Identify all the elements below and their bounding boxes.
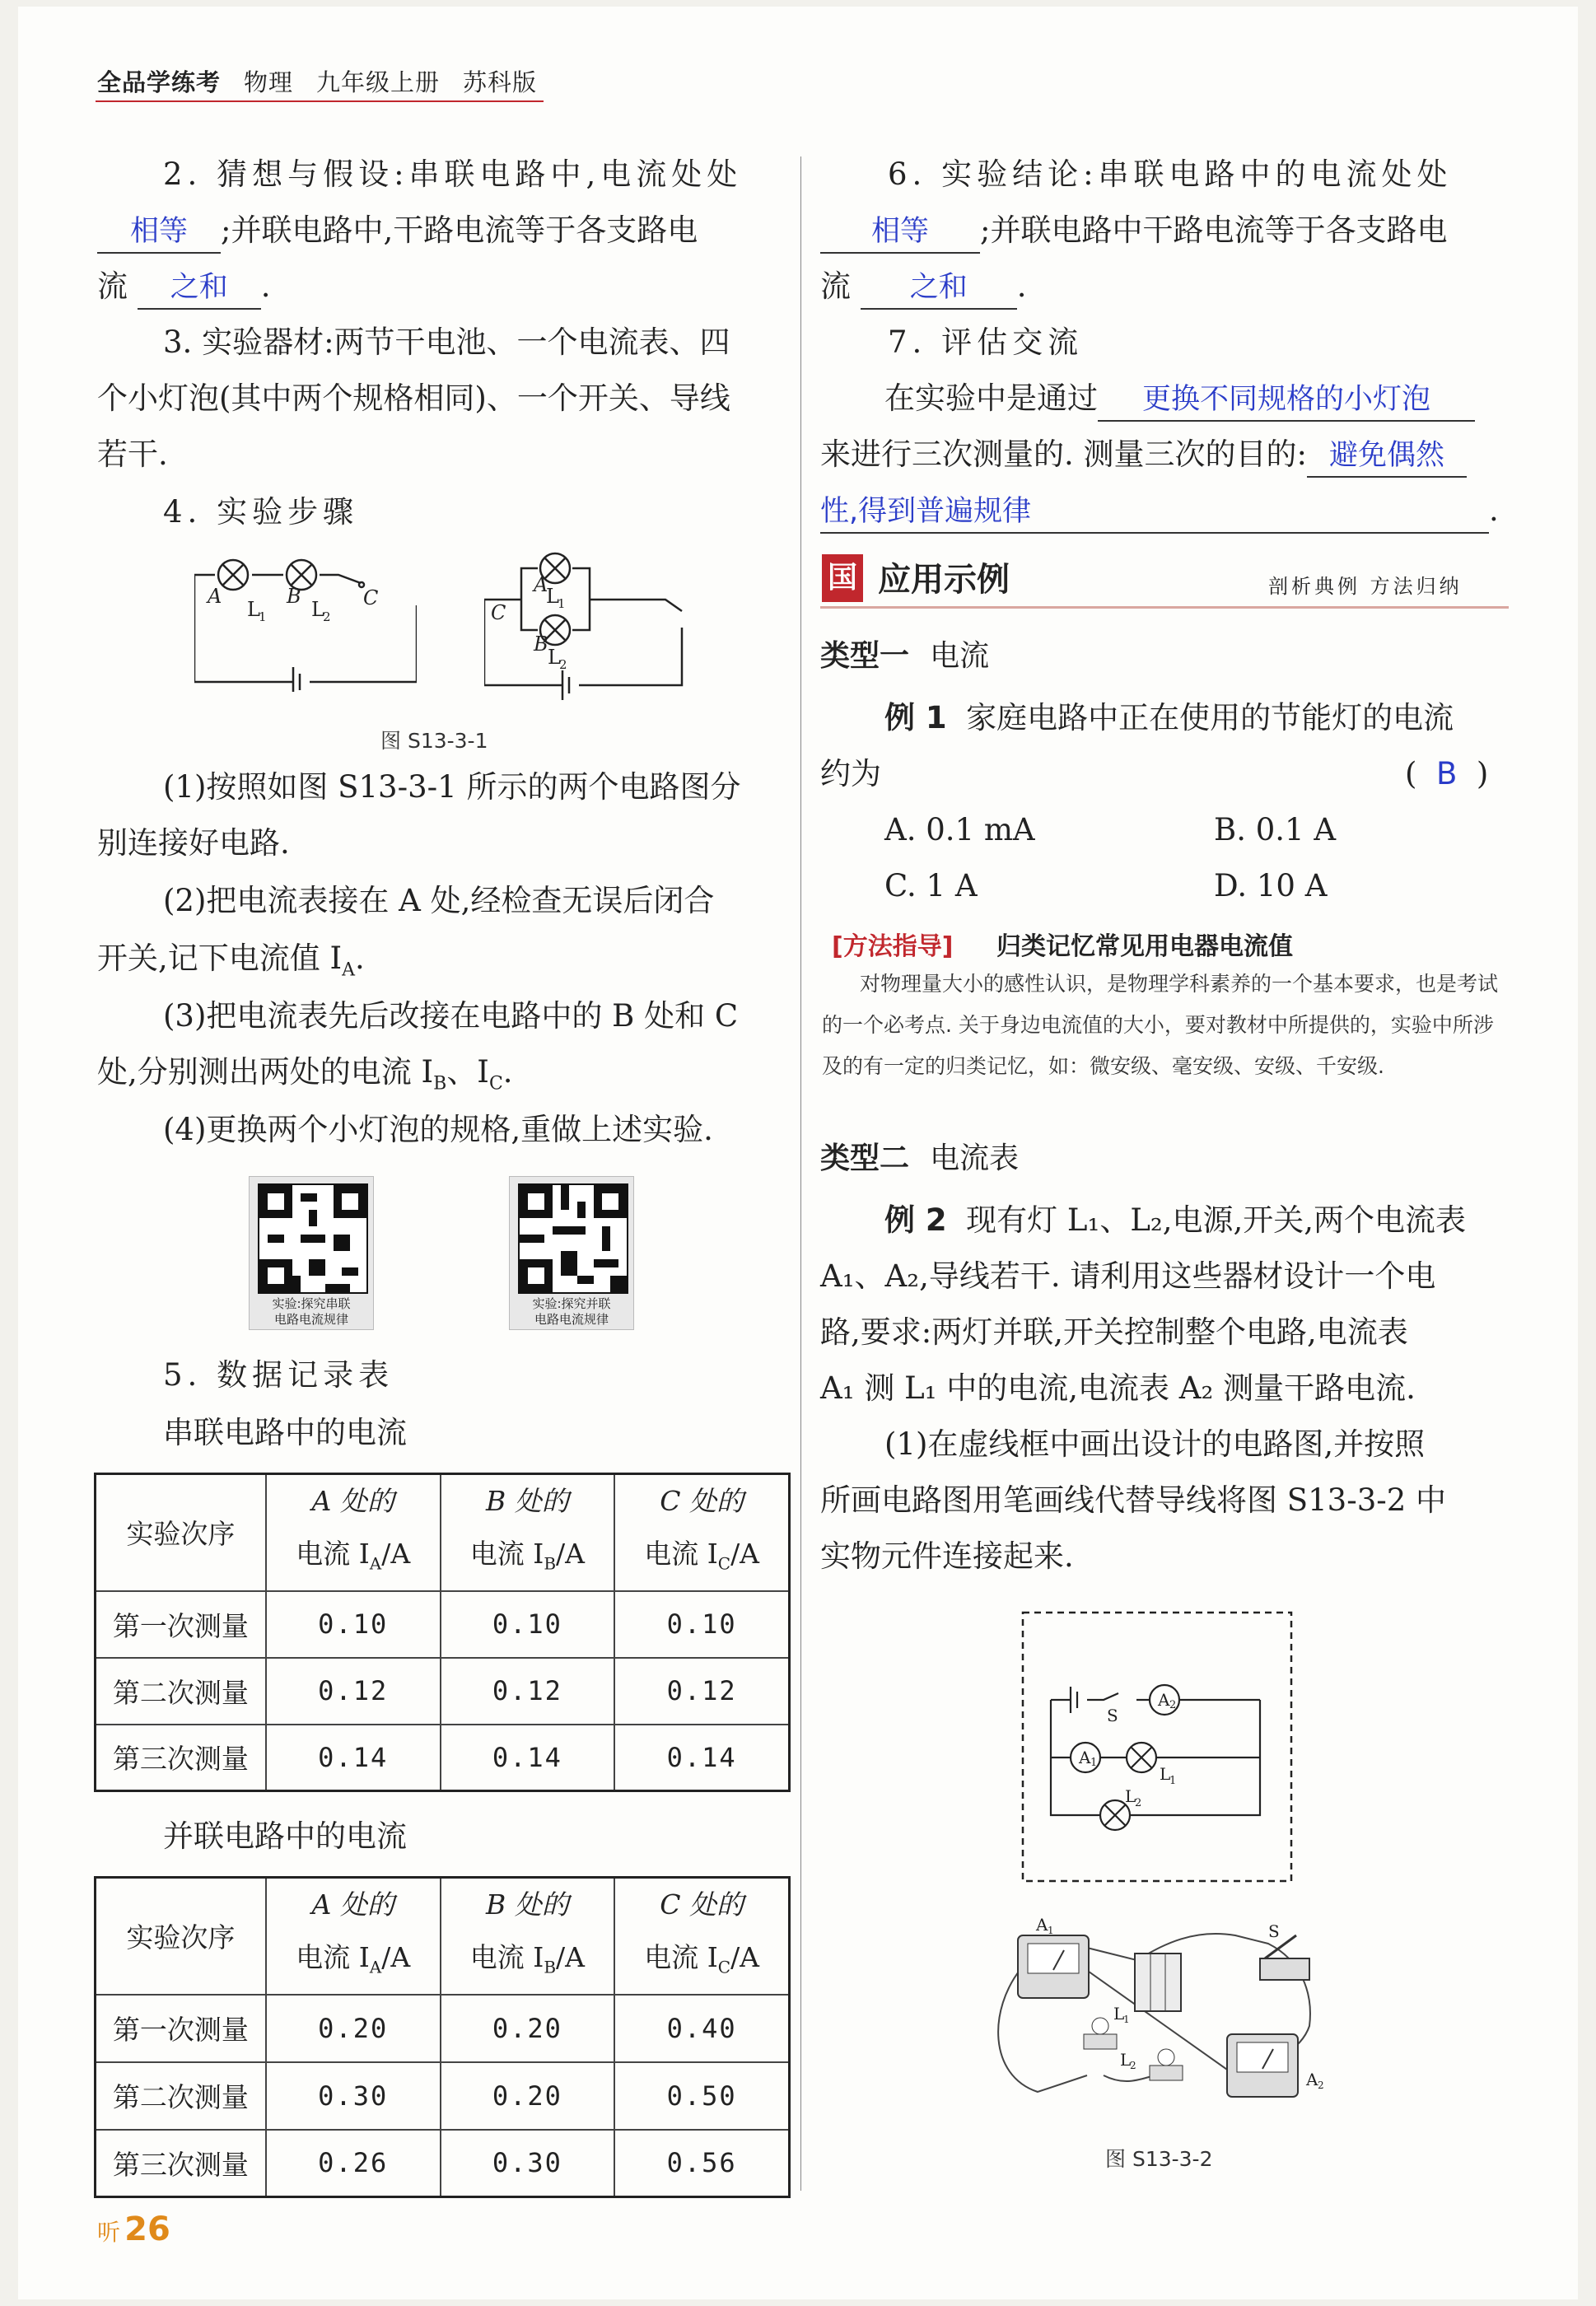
tip-title: 归类记忆常见用电器电流值: [996, 932, 1293, 961]
battery-pack: [1135, 1954, 1181, 2011]
item3-line2: 个小灯泡(其中两个规格相同)、一个开关、导线: [97, 380, 730, 416]
item4-title: 4. 实验步骤: [163, 494, 359, 530]
subject: 物理: [244, 68, 294, 96]
step4-line1: (4)更换两个小灯泡的规格,重做上述实验.: [163, 1112, 713, 1147]
svg-text:1: 1: [1169, 1775, 1177, 1787]
step3-line1: (3)把电流表先后改接在电路中的 B 处和 C: [163, 998, 739, 1034]
header-c: C 处的 电流 $I_C/A$: [614, 1474, 789, 1591]
item6-line3: 流 之和 .: [820, 259, 1027, 315]
svg-text:B: B: [534, 633, 548, 656]
item6-line2: 相等 ;并联电路中干路电流等于各支路电: [820, 203, 1447, 259]
table-row: 第一次测量 0.10 0.10 0.10: [96, 1591, 790, 1658]
table-row: 第二次测量 0.30 0.20 0.50: [96, 2062, 790, 2130]
type2-heading: 类型二 电流表: [820, 1141, 1020, 1175]
svg-text:A: A: [1079, 1748, 1091, 1767]
ex2-line2: A₁、A₂,导线若干. 请利用这些器材设计一个电: [820, 1258, 1436, 1294]
svg-text:2: 2: [1135, 1797, 1142, 1809]
edition: 苏科版: [463, 68, 538, 96]
svg-text:L: L: [311, 598, 324, 621]
svg-text:C: C: [363, 586, 379, 609]
svg-text:S: S: [1268, 1921, 1280, 1941]
type1-heading: 类型一 电流: [820, 639, 990, 673]
answer-circuit-box: [1021, 1611, 1293, 1883]
header-a: A 处的 电流 $I_A/A$: [266, 1474, 441, 1591]
answer-blank: 相等: [820, 211, 980, 254]
lamp-l1: [1084, 2004, 1130, 2049]
svg-text:1: 1: [1048, 1925, 1054, 1936]
svg-text:L: L: [548, 646, 561, 669]
item3-line1: 3. 实验器材:两节干电池、一个电流表、四: [163, 324, 730, 360]
svg-text:L: L: [1113, 2004, 1125, 2024]
item7-title: 7. 评估交流: [888, 324, 1084, 360]
item3-line3: 若干.: [97, 436, 168, 472]
tip-label: [方法指导]: [832, 932, 954, 961]
svg-text:1: 1: [558, 596, 566, 611]
ex2-part1-line2: 所画电路图用笔画线代替导线将图 S13-3-2 中: [820, 1482, 1447, 1518]
step1-line2: 别连接好电路.: [97, 825, 290, 861]
page-number: 听 26: [97, 2210, 170, 2248]
svg-text:L: L: [1120, 2050, 1132, 2070]
ex1-answer: ( B ): [1405, 756, 1489, 791]
answer-blank: 之和: [861, 267, 1017, 310]
qr-caption: 实验:探究并联 电路电流规律: [532, 1296, 611, 1327]
item7-line3: 性,得到普遍规律 .: [820, 483, 1499, 539]
table-header-row: [96, 1878, 790, 1995]
ex2-part1-line3: 实物元件连接起来.: [820, 1538, 1074, 1574]
svg-text:1: 1: [1090, 1757, 1098, 1769]
header-rule: [96, 100, 544, 102]
item7-line2: 来进行三次测量的. 测量三次的目的: 避免偶然: [820, 427, 1467, 483]
ex2-line4: A₁ 测 L₁ 中的电流,电流表 A₂ 测量干路电流.: [820, 1370, 1416, 1406]
svg-text:2: 2: [323, 609, 331, 624]
figure2-caption: 图 S13-3-2: [1105, 2147, 1213, 2171]
ex2-line1: 例 2 现有灯 L₁、L₂,电源,开关,两个电流表: [884, 1202, 1467, 1238]
option-b: B. 0.1 A: [1214, 812, 1337, 847]
svg-text:A: A: [1036, 1915, 1048, 1935]
grade: 九年级上册: [316, 68, 441, 96]
svg-text:C: C: [491, 601, 506, 624]
tip-body: 对物理量大小的感性认识，是物理学科素养的一个基本要求，也是考试的一个必考点. 关于身边电流值的大小，要对教材中所提供的，实验中所涉及的有一定的归类记忆，如：微安级、毫安级、安级、千安级.: [822, 972, 1499, 1078]
series-circuit-diagram: [194, 552, 417, 692]
table1-title: 串联电路中的电流: [163, 1415, 407, 1450]
parallel-current-table: [94, 1876, 791, 2198]
svg-text:L: L: [247, 598, 260, 621]
qr-code-parallel[interactable]: [509, 1176, 634, 1330]
answer-blank: 性,得到普遍规律: [820, 491, 1489, 534]
svg-text:2: 2: [1130, 2060, 1136, 2071]
ex2-part1-line1: (1)在虚线框中画出设计的电路图,并按照: [884, 1426, 1426, 1462]
item2-line2: 相等 ;并联电路中,干路电流等于各支路电: [97, 203, 698, 259]
item7-line1: 在实验中是通过 更换不同规格的小灯泡: [884, 371, 1475, 427]
qr-caption: 实验:探究串联 电路电流规律: [272, 1296, 351, 1327]
svg-text:2: 2: [1169, 1699, 1177, 1711]
svg-text:B: B: [287, 585, 301, 608]
table-row: 第一次测量 0.20 0.20 0.40: [96, 1995, 790, 2062]
ex1-line1: 例 1 家庭电路中正在使用的节能灯的电流: [884, 700, 1454, 735]
svg-text:1: 1: [259, 609, 267, 624]
svg-text:1: 1: [1123, 2014, 1130, 2025]
step2-line2: 开关,记下电流值 $I_A$.: [97, 941, 365, 981]
ex2-line3: 路,要求:两灯并联,开关控制整个电路,电流表: [820, 1314, 1408, 1350]
table2-title: 并联电路中的电流: [163, 1818, 407, 1854]
header-order: 实验次序: [96, 1474, 266, 1591]
table-row: 第二次测量 0.12 0.12 0.12: [96, 1658, 790, 1725]
option-a: A. 0.1 mA: [884, 812, 1035, 847]
figure1-caption: 图 S13-3-1: [380, 729, 488, 753]
page-header: [97, 64, 560, 98]
step2-line1: (2)把电流表接在 A 处,经检查无误后闭合: [163, 883, 715, 918]
svg-text:A: A: [534, 573, 548, 596]
table-row: 第三次测量 0.14 0.14 0.14: [96, 1725, 790, 1791]
ammeter-a2: [1227, 2034, 1324, 2097]
answer-blank: 相等: [97, 211, 221, 254]
lamp-l2: [1120, 2049, 1183, 2080]
section-subtitle: 剖析典例 方法归纳: [1268, 575, 1463, 598]
svg-text:L: L: [546, 585, 559, 608]
svg-text:A: A: [1306, 2070, 1318, 2089]
header-order: 实验次序: [96, 1878, 266, 1995]
answer-blank: 避免偶然: [1307, 435, 1467, 478]
item5-title: 5. 数据记录表: [163, 1357, 394, 1393]
step3-line2: 处,分别测出两处的电流 $I_B$、$I_C$.: [97, 1054, 513, 1095]
svg-text:A: A: [208, 585, 222, 608]
header-c: C 处的 电流 $I_C/A$: [614, 1878, 789, 1995]
series-name: 全品学练考: [97, 68, 222, 96]
table-row: 第三次测量 0.26 0.30 0.56: [96, 2130, 790, 2197]
ammeter-a1: [1018, 1915, 1089, 1998]
section-title: 应用示例: [878, 561, 1010, 599]
item6-line1: 6. 实验结论:串联电路中的电流处处: [888, 156, 1453, 192]
answer-blank: 更换不同规格的小灯泡: [1098, 379, 1475, 422]
item2-line3: 流 之和 .: [97, 259, 271, 315]
switch-s: [1260, 1921, 1309, 1980]
answer-blank: 之和: [138, 267, 261, 310]
option-d: D. 10 A: [1214, 868, 1328, 903]
option-c: C. 1 A: [884, 868, 978, 903]
header-a: A 处的 电流 $I_A/A$: [266, 1878, 441, 1995]
qr-pattern: [258, 1183, 368, 1294]
physical-components-figure: [988, 1911, 1351, 2108]
svg-text:2: 2: [559, 657, 567, 672]
series-current-table: [94, 1473, 791, 1792]
header-b: B 处的 电流 $I_B/A$: [441, 1474, 615, 1591]
svg-text:S: S: [1107, 1706, 1118, 1725]
ex1-line2: 约为: [820, 756, 881, 791]
svg-text:A: A: [1158, 1690, 1170, 1710]
item2-line1: 2. 猜想与假设:串联电路中,电流处处: [163, 156, 743, 192]
table-header-row: [96, 1474, 790, 1591]
header-b: B 处的 电流 $I_B/A$: [441, 1878, 615, 1995]
svg-text:2: 2: [1318, 2080, 1324, 2091]
parallel-circuit-diagram: [484, 544, 690, 700]
svg-text:L: L: [1125, 1786, 1136, 1806]
step1-line1: (1)按照如图 S13-3-1 所示的两个电路图分: [163, 769, 741, 805]
column-divider: [800, 156, 801, 2191]
svg-text:L: L: [1160, 1764, 1171, 1784]
qr-code-series[interactable]: [249, 1176, 374, 1330]
section-icon: 国: [822, 554, 863, 602]
qr-pattern: [518, 1183, 628, 1294]
